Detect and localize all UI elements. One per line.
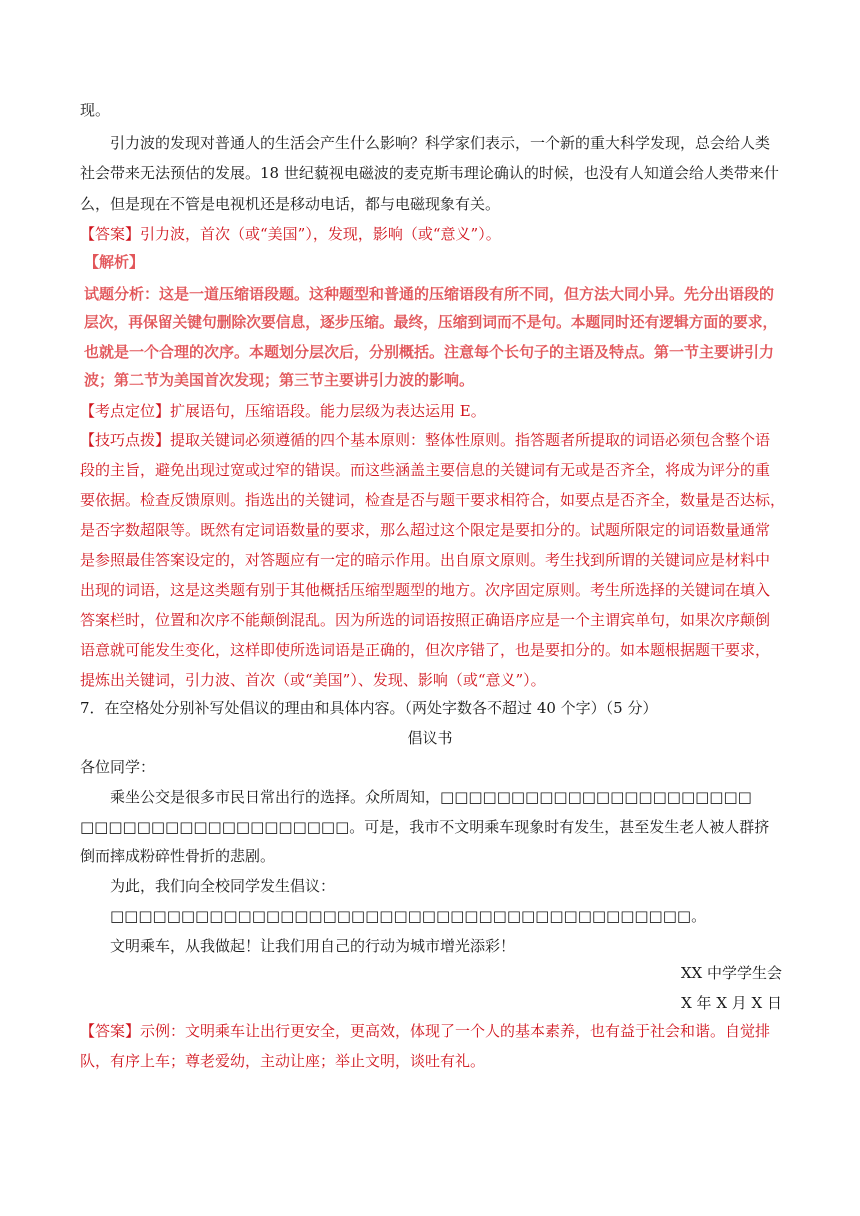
jiqiao-tag: 【技巧点拨】 [80, 431, 171, 449]
letter-text: 乘坐公交是很多市民日常出行的选择。众所周知， [110, 788, 441, 806]
jiqiao-line: 要依据。检查反馈原则。指选出的关键词，检查是否与题干要求相符合，如要点是否齐全，数量是否达标， [80, 491, 786, 509]
answer-block-2 [80, 1021, 790, 1041]
kaodian-text: 扩展语句，压缩语段。能力层级为表达运用 E。 [170, 402, 486, 420]
letter-greeting: 各位同学： [80, 758, 156, 776]
letter-date: X 年 X 月 X 日 [681, 994, 782, 1012]
blank-boxes-content[interactable]: □□□□□□□□□□□□□□□□□□□□□□□□□□□□□□□□□□□□□□□□□ [110, 907, 692, 925]
letter-text: 。可是，我市不文明乘车现象时有发生，甚至发生老人被人群挤 [349, 818, 770, 836]
jiqiao-first-line: 提取关键词必须遵循的四个基本原则：整体性原则。指答题者所提取的词语必须包含整个语 [170, 431, 771, 449]
letter-signature: XX 中学学生会 [680, 964, 782, 982]
analysis-line: 也就是一个合理的次序。本题划分层次后，分别概括。注意每个长句子的主语及特点。第一节主要讲引力 [84, 343, 775, 361]
jiqiao-line: 语意就可能发生变化，这样即使所选词语是正确的，但次序错了，也是要扣分的。如本题根据题干要求， [80, 641, 771, 659]
answer-text: 示例：文明乘车让出行更安全，更高效，体现了一个人的基本素养，也有益于社会和谐。自觉排 [140, 1022, 771, 1040]
jiqiao-block [80, 430, 790, 450]
analysis-tag: 【解析】 [84, 253, 145, 271]
jiqiao-line: 答案栏时，位置和次序不能颠倒混乱。因为所选的词语按照正确语序应是一个主谓宾单句，如果次序颠倒 [80, 611, 771, 629]
blank-boxes-reason-continued[interactable]: □□□□□□□□□□□□□□□□□□□ [80, 818, 350, 836]
letter-title: 倡议书 [407, 729, 453, 747]
kaodian-tag: 【考点定位】 [80, 402, 171, 420]
letter-line: 文明乘车，从我做起！让我们用自己的行动为城市增光添彩！ [110, 937, 516, 955]
letter-text: 。 [691, 907, 707, 925]
jiqiao-line: 是参照最佳答案设定的，对答题应有一定的暗示作用。出自原文原则。考生找到所谓的关键词应是材料中 [80, 551, 771, 569]
letter-line: 为此，我们向全校同学发生倡议： [110, 877, 336, 895]
answer-line: 队，有序上车；尊老爱幼，主动让座；举止文明，谈吐有礼。 [80, 1052, 486, 1070]
letter-line: 倒而摔成粉碎性骨折的悲剧。 [80, 847, 276, 865]
jiqiao-line: 提炼出关键词，引力波、首次（或“美国”）、发现、影响（或“意义”）。 [80, 671, 546, 689]
jiqiao-line: 出现的词语，这是这类题有别于其他概括压缩型题型的地方。次序固定原则。考生所选择的关键词在填入 [80, 581, 771, 599]
letter-line [80, 817, 790, 837]
question-7: 7．在空格处分别补写处倡议的理由和具体内容。（两处字数各不超过 40 个字）（5 分） [80, 699, 658, 717]
analysis-line: 层次，再保留关键句删除次要信息，逐步压缩。最终，压缩到词而不是句。本题同时还有逻辑方面的要求， [84, 314, 778, 331]
answer-tag: 【答案】 [80, 225, 141, 243]
analysis-line: 波；第二节为美国首次发现；第三节主要讲引力波的影响。 [84, 371, 475, 389]
letter-line [110, 906, 790, 926]
answer-block-1 [80, 224, 790, 244]
jiqiao-line: 段的主旨，避免出现过宽或过窄的错误。而这些涵盖主要信息的关键词有无或是否齐全，将成为评分的重 [80, 461, 771, 479]
paragraph-line: 社会带来无法预估的发展。18 世纪藐视电磁波的麦克斯韦理论确认的时候，也没有人知道会给人类带来什 [80, 164, 779, 182]
paragraph-line: 现。 [80, 101, 111, 119]
paragraph-line: 引力波的发现对普通人的生活会产生什么影响？科学家们表示，一个新的重大科学发现，总会给人类 [110, 134, 771, 152]
jiqiao-line: 是否字数超限等。既然有定词语数量的要求，那么超过这个限定是要扣分的。试题所限定的词语数量通常 [80, 521, 771, 539]
paragraph-line: 么，但是现在不管是电视机还是移动电话，都与电磁现象有关。 [80, 195, 501, 213]
blank-boxes-reason[interactable]: □□□□□□□□□□□□□□□□□□□□□□ [440, 788, 752, 806]
answer-tag: 【答案】 [80, 1022, 141, 1040]
analysis-line: 试题分析：这是一道压缩语段题。这种题型和普通的压缩语段有所不同，但方法大同小异。先分出语段的 [84, 285, 775, 303]
kaodian-block [80, 401, 790, 421]
answer-text: 引力波，首次（或“美国”），发现，影响（或“意义”）。 [140, 225, 501, 243]
letter-line [110, 787, 790, 807]
